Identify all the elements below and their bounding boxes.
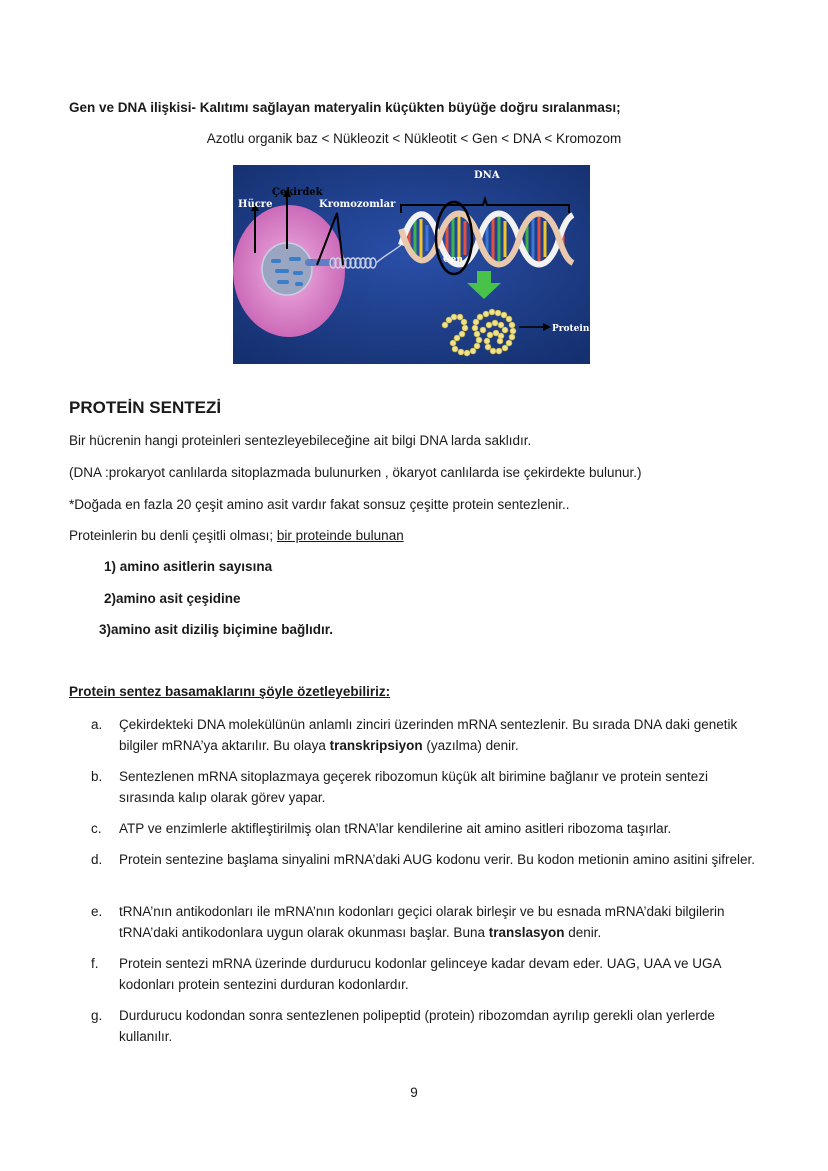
step-c (91, 818, 761, 839)
label-dna: DNA (474, 170, 500, 181)
section-title: PROTEİN SENTEZİ (69, 398, 222, 417)
step-marker: b. (91, 769, 103, 784)
step-text: ATP ve enzimlerle aktifleştirilmiş olan tRNA’lar kendilerine ait amino asitleri ribozoma taşırlar. (119, 821, 672, 836)
step-a (91, 714, 761, 756)
paragraph-4-lead: Proteinlerin bu denli çeşitli olması; (69, 528, 277, 543)
step-text: Çekirdekteki DNA molekülünün anlamlı zinciri üzerinden mRNA sentezlenir. Bu sırada DNA daki genetik bilgiler mRNA’ya aktarılır. Bu olaya transkripsiyon (yazılma) denir. (119, 717, 738, 753)
term-translasyon: translasyon (488, 925, 565, 940)
paragraph-3: *Doğada en fazla 20 çeşit amino asit vardır fakat sonsuz çeşitte protein sentezlenir.. (69, 497, 570, 512)
label-kromozomlar: Kromozomlar (319, 199, 396, 210)
paragraph-4 (69, 528, 404, 543)
step-text: Sentezlenen mRNA sitoplazmaya geçerek ribozomun küçük alt birimine bağlanır ve protein sentezi sırasında kalıp olarak görev yapar. (119, 769, 709, 805)
step-d (91, 849, 761, 870)
paragraph-1: Bir hücrenin hangi proteinleri sentezleyebileceğine ait bilgi DNA larda saklıdır. (69, 433, 532, 448)
step-text: Durdurucu kodondan sonra sentezlenen polipeptid (protein) ribozomdan ayrılıp gerekli olan yerlerde kullanılır. (119, 1008, 715, 1044)
step-marker: e. (91, 904, 103, 919)
paragraph-2: (DNA :prokaryot canlılarda sitoplazmada bulunurken , ökaryot canlılarda ise çekirdekte bulunur.) (69, 465, 642, 480)
page-number: 9 (410, 1085, 418, 1100)
step-marker: d. (91, 852, 103, 867)
factor-1: 1) amino asitlerin sayısına (104, 559, 273, 574)
factor-2: 2)amino asit çeşidine (104, 591, 241, 606)
step-marker: a. (91, 717, 103, 732)
label-gen: Gen (443, 255, 463, 265)
steps-title: Protein sentez basamaklarını şöyle özetleyebiliriz: (69, 684, 391, 699)
gene-dna-heading: Gen ve DNA ilişkisi- Kalıtımı sağlayan materyalin küçükten büyüğe doğru sıralanması; (69, 100, 621, 115)
term-transkripsiyon: transkripsiyon (329, 738, 423, 753)
step-e (91, 901, 761, 943)
label-hucre: Hücre (238, 199, 273, 210)
figure-svg (233, 165, 590, 364)
step-marker: c. (91, 821, 102, 836)
step-marker: f. (91, 956, 99, 971)
step-text: Protein sentezi mRNA üzerinde durdurucu kodonlar gelinceye kadar devam eder. UAG, UAA ve UGA kodonları protein sentezini durduran kodonlardır. (119, 956, 721, 992)
label-cekirdek: Çekirdek (272, 187, 323, 198)
factor-3: 3)amino asit diziliş biçimine bağlıdır. (99, 622, 334, 637)
step-text: Protein sentezine başlama sinyalini mRNA’daki AUG kodonu verir. Bu kodon metionin amino asitini şifreler. (119, 852, 756, 867)
step-text: tRNA’nın antikodonları ile mRNA’nın kodonları geçici olarak birleşir ve bu esnada mRNA’daki bilgilerin tRNA’daki antikodonlara uygun olarak okunması başlar. Buna translasyon denir. (119, 904, 725, 940)
size-order-line: Azotlu organik baz < Nükleozit < Nükleotit < Gen < DNA < Kromozom (206, 131, 622, 146)
label-protein: Protein (552, 324, 590, 334)
paragraph-4-underlined: bir proteinde bulunan (276, 528, 404, 543)
step-marker: g. (91, 1008, 103, 1023)
step-b (91, 766, 761, 808)
step-g (91, 1005, 761, 1047)
step-f (91, 953, 761, 995)
dna-gene-chromosome-figure (233, 165, 590, 364)
